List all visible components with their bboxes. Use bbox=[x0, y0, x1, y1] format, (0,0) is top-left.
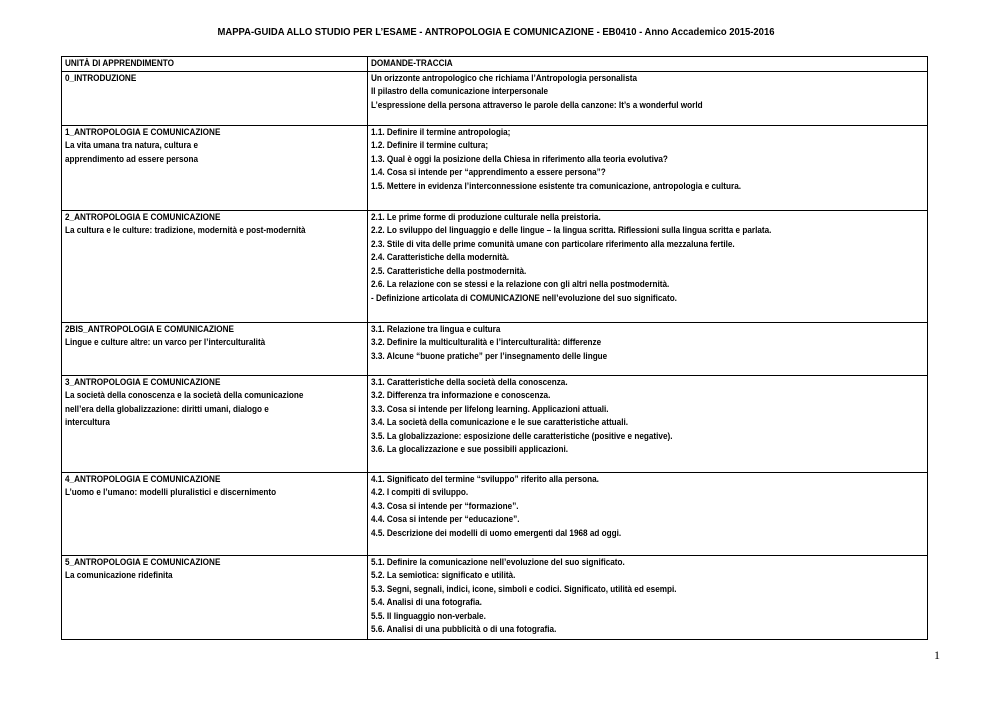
question-line: Il pilastro della comunicazione interpersonale bbox=[371, 86, 549, 97]
question-line: 5.3. Segni, segnali, indici, icone, simboli e codici. Significato, utilità ed esempi. bbox=[371, 583, 677, 595]
question-line: - Definizione articolata di COMUNICAZIONE nell’evoluzione del suo significato. bbox=[371, 292, 677, 304]
header-questions: DOMANDE-TRACCIA bbox=[368, 57, 928, 72]
syllabus-table bbox=[61, 56, 928, 640]
unit-line: La cultura e le culture: tradizione, modernità e post-modernità bbox=[65, 225, 306, 236]
document-title: MAPPA-GUIDA ALLO STUDIO PER L’ESAME - ANTROPOLOGIA E COMUNICAZIONE - EB0410 - Anno Accademico 2015-2016 bbox=[217, 26, 775, 38]
question-line: 4.5. Descrizione dei modelli di uomo emergenti dal 1968 ad oggi. bbox=[371, 527, 622, 539]
question-line: 5.1. Definire la comunicazione nell’evoluzione del suo significato. bbox=[371, 556, 625, 568]
question-line: 3.4. La società della comunicazione e le sue caratteristiche attuali. bbox=[371, 417, 629, 428]
unit-line: nell’era della globalizzazione: diritti umani, dialogo e bbox=[65, 403, 269, 415]
question-line: 2.3. Stile di vita delle prime comunità umane con particolare riferimento alla mezzaluna fertile. bbox=[371, 238, 735, 250]
question-line: 5.5. Il linguaggio non-verbale. bbox=[371, 610, 486, 622]
unit-cell bbox=[62, 375, 368, 472]
question-line: 1.2. Definire il termine cultura; bbox=[371, 140, 489, 151]
unit-line: 2BIS_ANTROPOLOGIA E COMUNICAZIONE bbox=[65, 323, 235, 335]
question-line: 2.4. Caratteristiche della modernità. bbox=[371, 252, 510, 263]
table-header-row bbox=[62, 57, 928, 72]
unit-line: 1_ANTROPOLOGIA E COMUNICAZIONE bbox=[65, 126, 221, 138]
question-line: 5.6. Analisi di una pubblicità o di una fotografia. bbox=[371, 624, 557, 635]
table-body bbox=[62, 71, 928, 639]
question-line: 3.2. Definire la multiculturalità e l’interculturalità: differenze bbox=[371, 337, 602, 348]
unit-line: 0_INTRODUZIONE bbox=[65, 72, 137, 84]
table-row bbox=[62, 322, 928, 375]
question-line: 4.3. Cosa si intende per “formazione”. bbox=[371, 500, 519, 512]
header-unit: UNITÀ DI APPRENDIMENTO bbox=[62, 57, 368, 72]
questions-cell bbox=[368, 555, 928, 639]
questions-cell bbox=[368, 472, 928, 555]
question-line: 1.1. Definire il termine antropologia; bbox=[371, 126, 511, 138]
unit-line: 3_ANTROPOLOGIA E COMUNICAZIONE bbox=[65, 376, 221, 388]
questions-cell bbox=[368, 71, 928, 125]
question-line: Un orizzonte antropologico che richiama l’Antropologia personalista bbox=[371, 72, 638, 84]
question-line: 2.6. La relazione con se stessi e la relazione con gli altri nella postmodernità. bbox=[371, 279, 670, 290]
question-line: 3.2. Differenza tra informazione e conoscenza. bbox=[371, 390, 551, 401]
table-row bbox=[62, 125, 928, 210]
question-line: 5.4. Analisi di una fotografia. bbox=[371, 597, 482, 608]
table-row bbox=[62, 71, 928, 125]
unit-line: 4_ANTROPOLOGIA E COMUNICAZIONE bbox=[65, 473, 221, 485]
question-line: 2.1. Le prime forme di produzione culturale nella preistoria. bbox=[371, 211, 601, 223]
unit-line: 2_ANTROPOLOGIA E COMUNICAZIONE bbox=[65, 211, 221, 223]
questions-cell bbox=[368, 210, 928, 322]
unit-cell bbox=[62, 125, 368, 210]
question-line: 3.1. Relazione tra lingua e cultura bbox=[371, 323, 501, 335]
question-line: 1.5. Mettere in evidenza l’interconnessione esistente tra comunicazione, antropologia e cultura. bbox=[371, 180, 742, 192]
unit-cell bbox=[62, 210, 368, 322]
questions-cell bbox=[368, 125, 928, 210]
unit-cell bbox=[62, 322, 368, 375]
question-line: 4.2. I compiti di sviluppo. bbox=[371, 487, 469, 498]
page-number: 1 bbox=[934, 648, 940, 662]
question-line: 2.5. Caratteristiche della postmodernità. bbox=[371, 265, 527, 277]
table-row bbox=[62, 210, 928, 322]
question-line: L’espressione della persona attraverso le parole della canzone: It’s a wonderful world bbox=[371, 99, 703, 111]
question-line: 3.5. La globalizzazione: esposizione delle caratteristiche (positive e negative). bbox=[371, 430, 673, 442]
unit-line: L’uomo e l’umano: modelli pluralistici e discernimento bbox=[65, 487, 277, 498]
table-row bbox=[62, 555, 928, 639]
question-line: 3.3. Cosa si intende per lifelong learning. Applicazioni attuali. bbox=[371, 403, 609, 415]
questions-cell bbox=[368, 375, 928, 472]
unit-line: apprendimento ad essere persona bbox=[65, 153, 199, 165]
unit-line: La società della conoscenza e la società della comunicazione bbox=[65, 390, 304, 401]
question-line: 5.2. La semiotica: significato e utilità. bbox=[371, 570, 516, 581]
unit-cell bbox=[62, 555, 368, 639]
question-line: 2.2. Lo sviluppo del linguaggio e delle lingue – la lingua scritta. Riflessioni sulla lingua scritta e parlata. bbox=[371, 225, 772, 236]
question-line: 3.1. Caratteristiche della società della conoscenza. bbox=[371, 376, 568, 388]
questions-cell bbox=[368, 322, 928, 375]
table-row bbox=[62, 472, 928, 555]
unit-line: Lingue e culture altre: un varco per l’interculturalità bbox=[65, 337, 266, 348]
unit-line: intercultura bbox=[65, 417, 110, 428]
unit-line: La comunicazione ridefinita bbox=[65, 570, 173, 581]
question-line: 3.3. Alcune “buone pratiche” per l’insegnamento delle lingue bbox=[371, 350, 608, 362]
question-line: 3.6. La glocalizzazione e sue possibili applicazioni. bbox=[371, 444, 569, 455]
unit-line: La vita umana tra natura, cultura e bbox=[65, 140, 199, 151]
question-line: 1.4. Cosa si intende per “apprendimento a essere persona”? bbox=[371, 167, 606, 178]
unit-line: 5_ANTROPOLOGIA E COMUNICAZIONE bbox=[65, 556, 221, 568]
unit-cell bbox=[62, 71, 368, 125]
table-row bbox=[62, 375, 928, 472]
question-line: 4.4. Cosa si intende per “educazione”. bbox=[371, 514, 520, 525]
unit-cell bbox=[62, 472, 368, 555]
question-line: 4.1. Significato del termine “sviluppo” riferito alla persona. bbox=[371, 473, 599, 485]
question-line: 1.3. Qual è oggi la posizione della Chiesa in riferimento alla teoria evolutiva? bbox=[371, 153, 668, 165]
